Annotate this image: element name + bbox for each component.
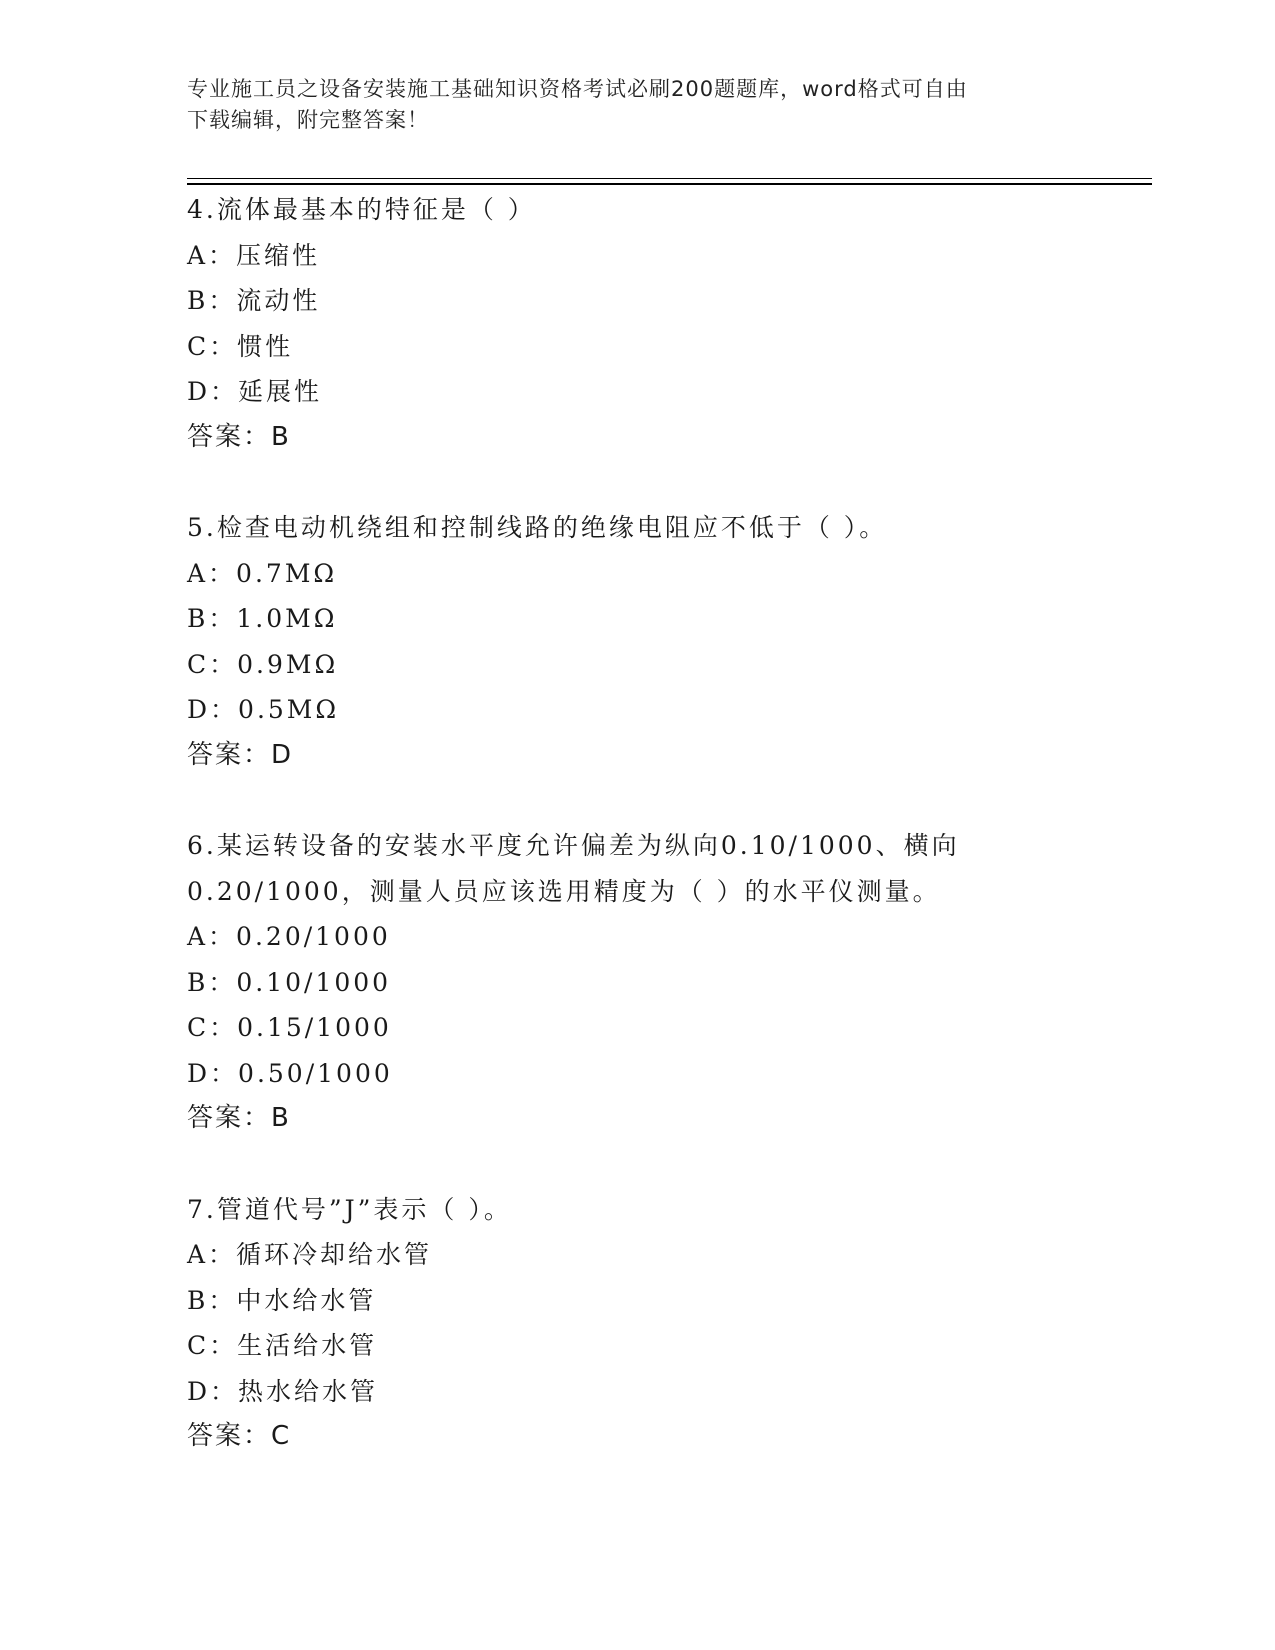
answer-option: C：0.15/1000 bbox=[187, 1013, 392, 1042]
question-block bbox=[187, 823, 1147, 1142]
answer-option: B：流动性 bbox=[187, 286, 321, 315]
answer-label: 答案： bbox=[187, 421, 272, 452]
answer-option: A：0.20/1000 bbox=[187, 922, 391, 951]
header-line-1: 专业施工员之设备安装施工基础知识资格考试必刷200题题库，word格式可自由 bbox=[187, 77, 968, 101]
answer-label: 答案： bbox=[187, 1103, 272, 1133]
answer-value: B bbox=[271, 421, 291, 452]
answer-option: D：热水给水管 bbox=[187, 1376, 379, 1406]
answer-option: D：0.5MΩ bbox=[187, 695, 340, 724]
answer-label: 答案： bbox=[187, 739, 272, 770]
question-stem: 7.管道代号”J”表示（ ）。 bbox=[187, 1194, 512, 1224]
answer-value: B bbox=[271, 1103, 291, 1133]
answer-option: C：惯性 bbox=[187, 331, 294, 361]
answer-option: A：循环冷却给水管 bbox=[187, 1240, 433, 1269]
answer-line bbox=[187, 1414, 1147, 1460]
answer-label: 答案： bbox=[187, 1421, 272, 1451]
header-divider-thick bbox=[187, 183, 1152, 185]
answer-option: A：压缩性 bbox=[187, 240, 321, 270]
document-header bbox=[187, 74, 1067, 136]
question-stem: 0.20/1000，测量人员应该选用精度为（ ）的水平仪测量。 bbox=[187, 876, 941, 906]
question-stem: 4.流体最基本的特征是（ ） bbox=[187, 195, 536, 224]
question-block bbox=[187, 505, 1147, 778]
answer-option: B：1.0MΩ bbox=[187, 604, 338, 633]
answer-line bbox=[187, 415, 1147, 461]
header-line-2: 下载编辑，附完整答案！ bbox=[187, 108, 429, 132]
answer-option: D：0.50/1000 bbox=[187, 1058, 393, 1088]
question-stem: 6.某运转设备的安装水平度允许偏差为纵向0.10/1000、横向 bbox=[187, 831, 960, 860]
answer-line bbox=[187, 733, 1147, 779]
answer-option: C：0.9MΩ bbox=[187, 649, 339, 679]
answer-line bbox=[187, 1096, 1147, 1142]
question-block bbox=[187, 187, 1147, 460]
answer-option: B：0.10/1000 bbox=[187, 967, 392, 997]
answer-value: D bbox=[271, 739, 294, 770]
answer-option: D：延展性 bbox=[187, 377, 323, 406]
header-divider-thin bbox=[187, 178, 1152, 179]
answer-option: C：生活给水管 bbox=[187, 1331, 378, 1360]
answer-value: C bbox=[271, 1421, 292, 1451]
answer-option: A：0.7MΩ bbox=[187, 558, 338, 588]
question-list bbox=[187, 187, 1147, 1505]
answer-option: B：中水给水管 bbox=[187, 1285, 377, 1315]
question-stem: 5.检查电动机绕组和控制线路的绝缘电阻应不低于（ ）。 bbox=[187, 513, 888, 542]
question-block bbox=[187, 1187, 1147, 1460]
